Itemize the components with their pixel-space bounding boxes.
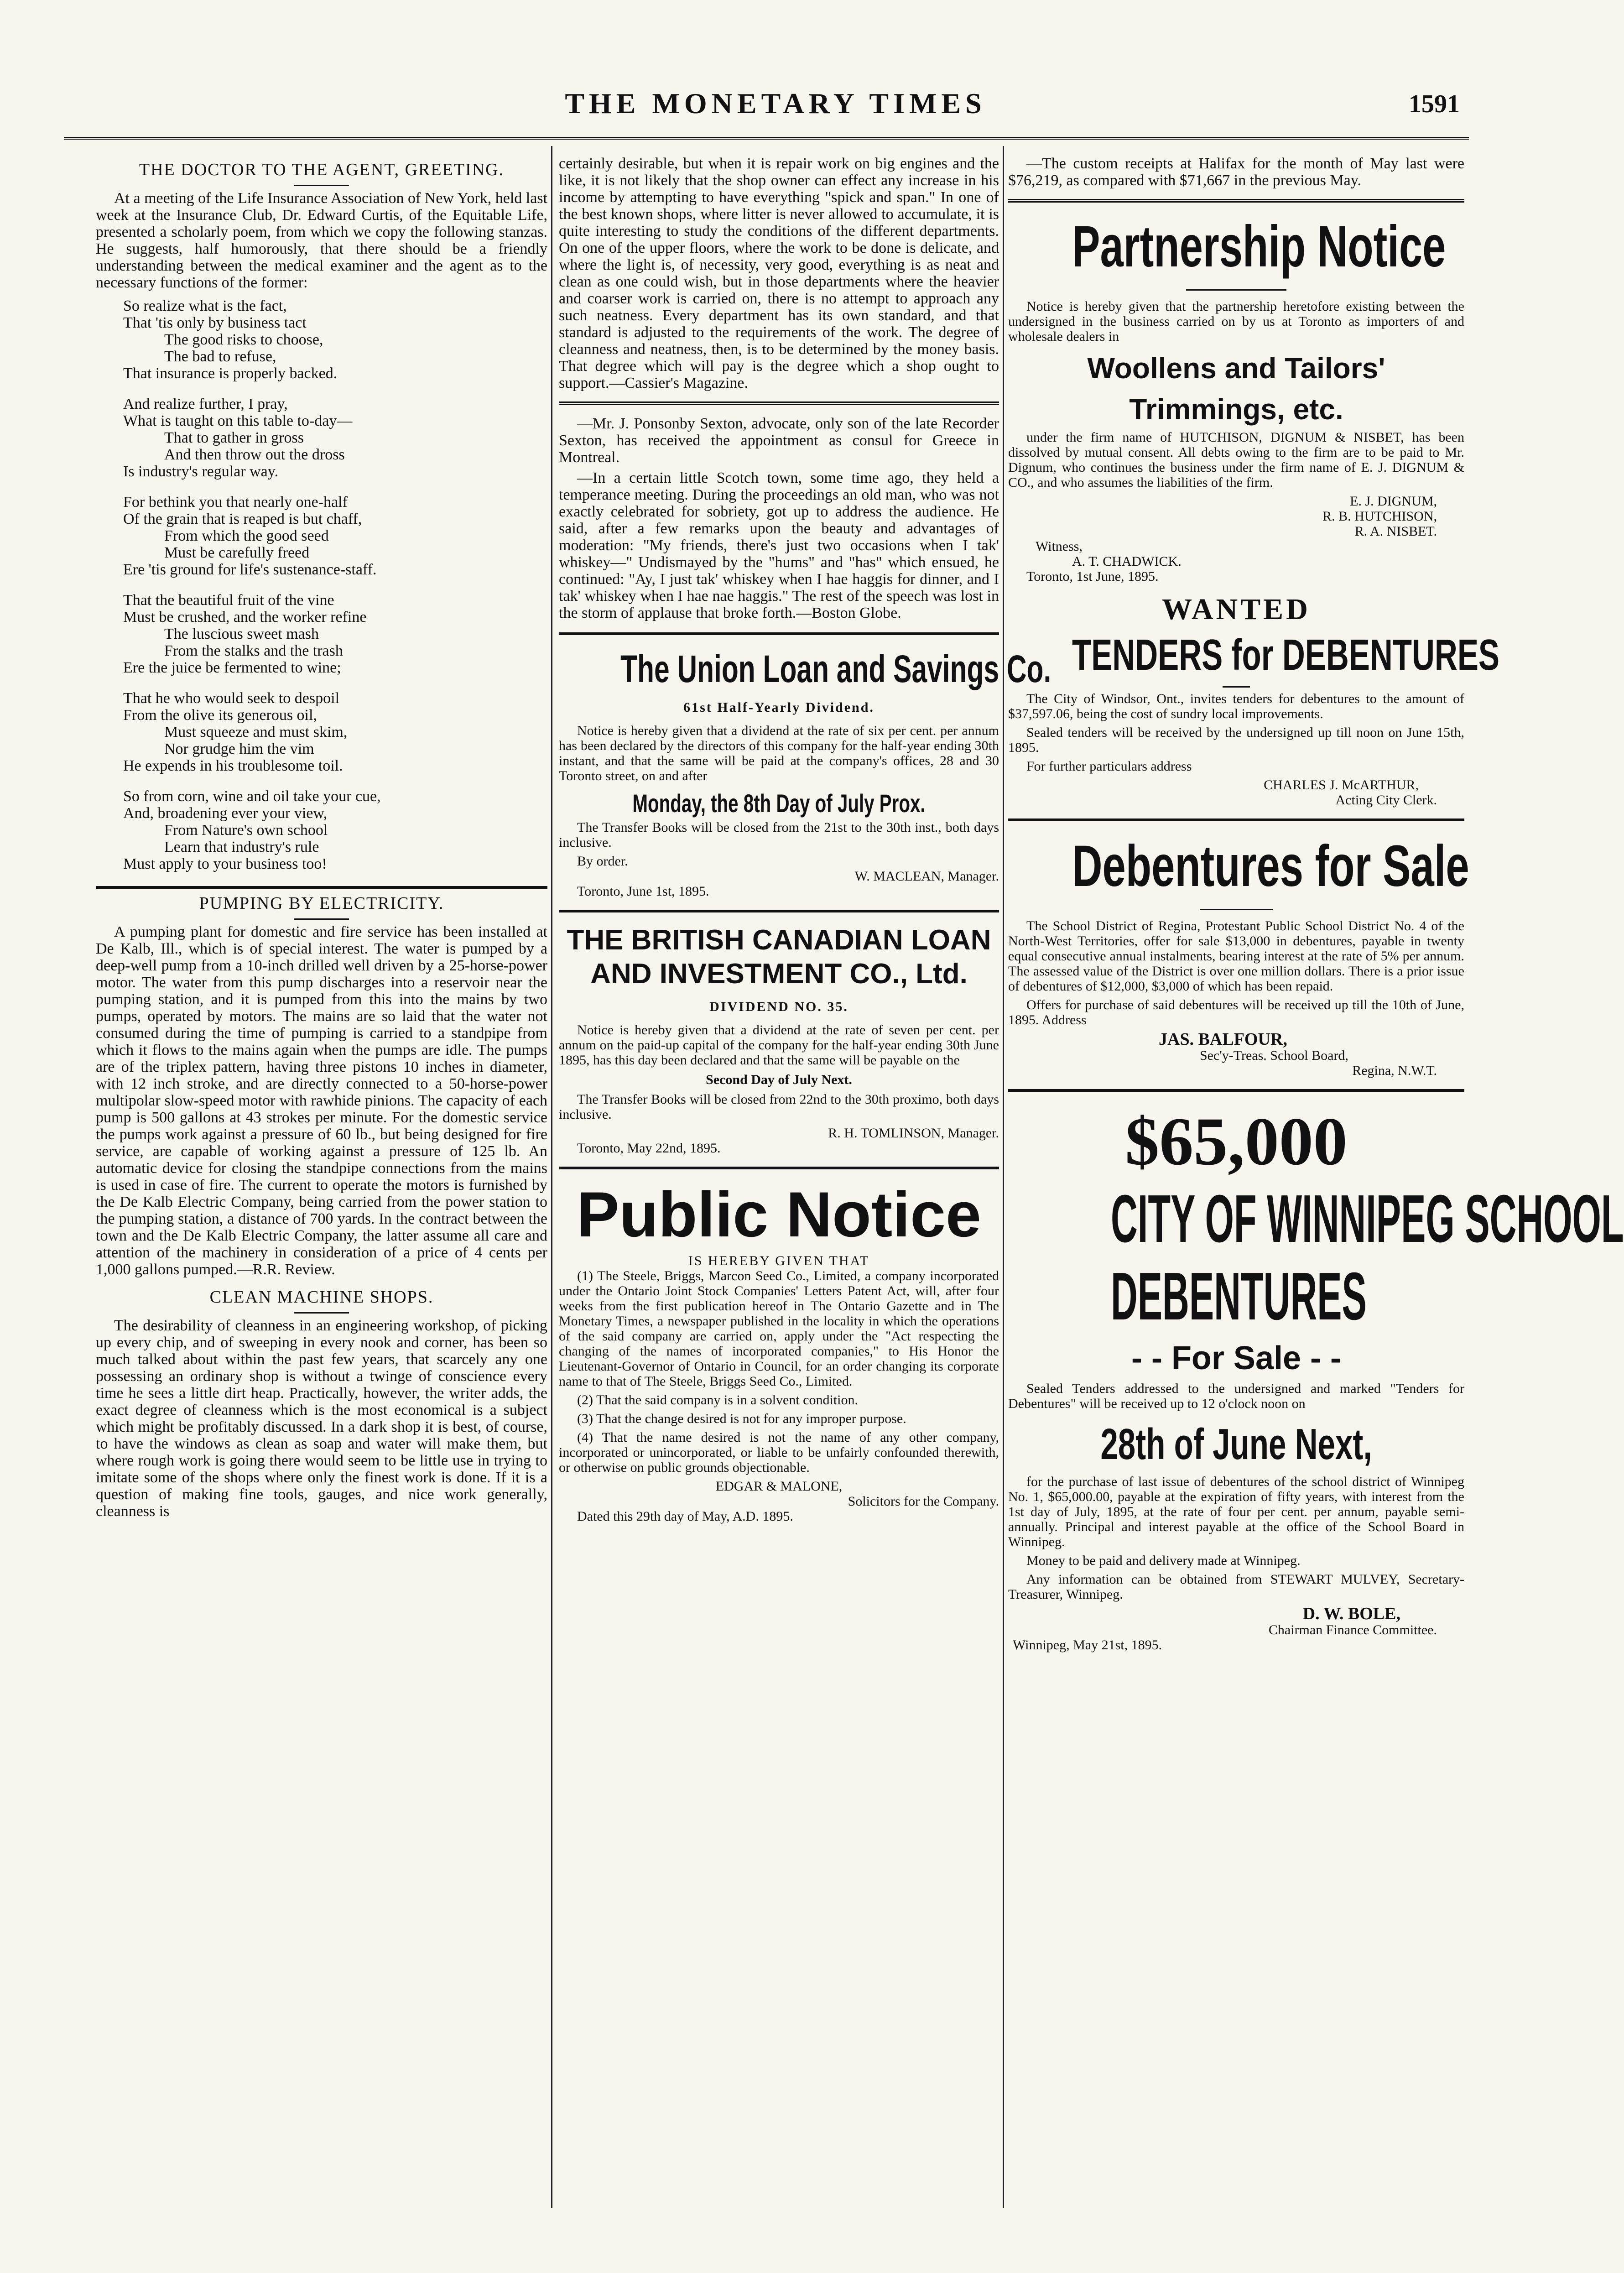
poem-line: The luscious sweet mash	[164, 626, 319, 642]
winnipeg-date: 28th of June Next,	[1100, 1420, 1372, 1469]
poem-line: From the stalks and the trash	[164, 642, 343, 659]
short-rule	[294, 1312, 349, 1314]
article-title-doctor: THE DOCTOR TO THE AGENT, GREETING.	[139, 160, 505, 179]
header-rule	[64, 137, 1469, 140]
ad-union-date: Monday, the 8th Day of July Prox.	[632, 789, 926, 818]
news-item-customs: —The custom receipts at Halifax for the month of May last were $76,219, as compared with $71,667 in the previous May.	[1008, 155, 1464, 189]
poem-line: Must squeeze and must skim,	[164, 724, 348, 740]
poem-line: The bad to refuse,	[164, 348, 276, 365]
ad-british-place: Toronto, May 22nd, 1895.	[577, 1141, 721, 1156]
winnipeg-body-2: for the purchase of last issue of debentures of the school district of Winnipeg No. 1, $65,000.00, payable at the expiration of fifty years, with interest from the 1st day of July, 1895, at the rate of four per cent. per annum, payable semi-annually. Principal and interest payable at the office of the School Board in Winnipeg.	[1008, 1474, 1464, 1549]
poem	[123, 297, 547, 872]
ad-public-notice	[559, 1180, 999, 1524]
article-title-pumping: PUMPING BY ELECTRICITY.	[199, 894, 444, 913]
section-rule	[96, 886, 547, 889]
winnipeg-for-sale: - - For Sale - -	[1131, 1340, 1342, 1376]
winnipeg-place: Winnipeg, May 21st, 1895.	[1013, 1637, 1162, 1653]
tenders-title: TENDERS for DEBENTURES	[1072, 631, 1500, 679]
debentures-title: Debentures for Sale	[1072, 834, 1469, 899]
masthead	[91, 87, 1460, 137]
poem-line: And realize further, I pray,	[123, 396, 288, 412]
poem-line: So from corn, wine and oil take your cue,	[123, 788, 381, 805]
poem-line: That the beautiful fruit of the vine	[123, 592, 334, 609]
ad-union-body-2: The Transfer Books will be closed from the 21st to the 30th inst., both days inclusive.	[559, 820, 999, 850]
partner-name: R. B. HUTCHISON,	[1322, 509, 1437, 524]
section-rule	[559, 910, 999, 912]
column-divider-1	[551, 146, 552, 2208]
debentures-body: The School District of Regina, Protestant Public School District No. 4 of the North-West Territories, offer for sale $13,000 in debentures, payable in twenty equal consecutive annual instalments, bearing interest at the rate of 5% per annum. The assessed value of the District is over one million dollars. There is a prior issue of debentures of $12,000, $3,000 of which has been repaid.	[1008, 918, 1464, 994]
winnipeg-body-3: Money to be paid and delivery made at Winnipeg.	[1026, 1553, 1301, 1568]
winnipeg-amount: $65,000	[1125, 1104, 1348, 1179]
article-title-clean-shops: CLEAN MACHINE SHOPS.	[209, 1288, 434, 1307]
page-number: 1591	[1409, 90, 1460, 118]
tenders-signature: CHARLES J. McARTHUR,	[1264, 777, 1419, 792]
poem-line: Of the grain that is reaped is but chaff,	[123, 511, 362, 527]
poem-line: The good risks to choose,	[164, 331, 323, 348]
poem-line: Nor grudge him the vim	[164, 740, 314, 757]
public-notice-signature: EDGAR & MALONE,	[715, 1479, 843, 1494]
partnership-witness: Witness,	[1036, 539, 1083, 554]
tenders-signature-role: Acting City Clerk.	[1335, 792, 1437, 808]
poem-stanza	[123, 788, 547, 872]
poem-line: Ere the juice be fermented to wine;	[123, 659, 341, 676]
winnipeg-body-4: Any information can be obtained from STEWART MULVEY, Secretary-Treasurer, Winnipeg.	[1008, 1572, 1464, 1602]
partnership-goods: Woollens and Tailors' Trimmings, etc.	[1087, 352, 1385, 426]
poem-line: That 'tis only by business tact	[123, 314, 307, 331]
public-notice-item-1: (1) The Steele, Briggs, Marcon Seed Co., Limited, a company incorporated under the Ontario Joint Stock Companies' Letters Patent Act, will, after four weeks from the first publication hereof in The Ontario Gazette and in The Monetary Times, a newspaper published in the locality in which the operations of the said company are carried on, apply under the "Act respecting the changing of the names of incorporated companies," to His Honor the Lieutenant-Governor of Ontario in Council, for an order changing its corporate name to that of The Steele, Briggs Seed Co., Limited.	[559, 1268, 999, 1389]
poem-stanza	[123, 396, 547, 480]
public-notice-item-4: (4) That the name desired is not the name of any other company, incorporated or unincorporated, or liable to be unfairly confounded therewith, or otherwise on public grounds objectionable.	[559, 1430, 999, 1475]
debentures-signature: JAS. BALFOUR,	[1159, 1030, 1287, 1049]
poem-line: From the olive its generous oil,	[123, 707, 317, 724]
ad-union-body: Notice is hereby given that a dividend at the rate of six per cent. per annum has been declared by the directors of this company for the half-year ending 30th instant, and that the same will be paid at the company's offices, 28 and 30 Toronto street, on and after	[559, 723, 999, 783]
short-rule	[1200, 909, 1273, 910]
partner-name: R. A. NISBET.	[1354, 524, 1437, 539]
debentures-body-2: Offers for purchase of said debentures will be received up till the 10th of June, 1895. Address	[1008, 997, 1464, 1027]
poem-stanza	[123, 690, 547, 774]
ad-british-signature: R. H. TOMLINSON, Manager.	[828, 1126, 999, 1141]
article-body-pumping: A pumping plant for domestic and fire service has been installed at De Kalb, Ill., which is of special interest. The water is pumped by a deep-well pump from a 10-inch drilled well driven by a 25-horse-power motor. The water from this pump discharges into a reservoir near the pumping station, and it is pumped from this into the mains by two pumps, operated by motors. The mains are so laid that the water not consumed during the time of pumping is carried to a standpipe from which it flows to the mains again when the pumps are idle. The pumps are of the triplex pattern, having three pistons 10 inches in diameter, with 12 inch stroke, and are directly connected to a 50-horse-power multipolar slow-speed motor with rawhide pinions. The capacity of each pump is 500 gallons at 43 strokes per minute. For the domestic service the pumps work against a pressure of 60 lb., but being designed for fire service, are capable of working against a pressure of 125 lb. An automatic device for closing the standpipe connections from the mains is used in case of fire. The current to operate the motors is furnished by the De Kalb Electric Company, being carried from the power station to the pumping station, a distance of 700 yards. In the contract between the town and the De Kalb Electric Company, the latter assume all care and attention of the machinery in consideration of a price of 4 cents per 1,000 gallons pumped.—R.R. Review.	[96, 923, 547, 1278]
section-rule	[559, 1167, 999, 1169]
ad-union-place: Toronto, June 1st, 1895.	[577, 884, 709, 899]
partner-name: E. J. DIGNUM,	[1350, 494, 1437, 509]
section-rule	[1008, 1089, 1464, 1092]
short-rule	[294, 918, 349, 920]
ad-british-subtitle: DIVIDEND NO. 35.	[709, 999, 848, 1014]
poem-stanza	[123, 494, 547, 578]
article-continuation: certainly desirable, but when it is repair work on big engines and the like, it is not likely that the shop owner can effect any increase in his income by attempting to have everything "spick and span." In one of the best known shops, where litter is never allowed to accumulate, it is quite interesting to study the conditions of the different departments. On one of the upper floors, where the work to be done is delicate, and where the light is, of necessity, very good, everything is as neat and clean as one could wish, but in those departments where the heavier and coarser work is carried on, there is no attempt to approach any such neatness. Every department has its own standard, and that standard is adjusted to the requirements of the work. The degree of cleanness and neatness, then, is to be determined by the money basis. That degree which will pay is the degree which a shop ought to support.—Cassier's Magazine.	[559, 155, 999, 391]
partnership-title: Partnership Notice	[1072, 214, 1446, 279]
debentures-signature-place: Regina, N.W.T.	[1352, 1063, 1437, 1078]
column-3	[1008, 155, 1624, 1653]
ad-union-title: The Union Loan and Savings Co.	[620, 647, 1051, 690]
poem-stanza	[123, 592, 547, 676]
ad-british-canadian	[559, 923, 999, 1156]
poem-line: That insurance is properly backed.	[123, 365, 338, 382]
poem-line: From which the good seed	[164, 527, 329, 544]
ad-british-title: THE BRITISH CANADIAN LOAN AND INVESTMENT CO., Ltd.	[567, 924, 991, 990]
partnership-body: Notice is hereby given that the partnership heretofore existing between the undersigned in the business carried on by us at Toronto as importers of and wholesale dealers in	[1008, 299, 1464, 344]
public-notice-signature-role: Solicitors for the Company.	[848, 1494, 999, 1509]
ad-union-order: By order.	[577, 854, 628, 869]
ad-union-subtitle: 61st Half-Yearly Dividend.	[683, 700, 874, 715]
ad-partnership	[1008, 213, 1464, 584]
winnipeg-title-2: DEBENTURES	[1111, 1259, 1367, 1334]
poem-line: Must apply to your business too!	[123, 855, 327, 872]
ad-british-body: Notice is hereby given that a dividend at the rate of seven per cent. per annum on the paid-up capital of the company for the half-year ending 30th June 1895, has this day been declared and that the same will be payable on the	[559, 1022, 999, 1068]
ad-union-signature: W. MACLEAN, Manager.	[854, 869, 999, 884]
short-rule	[1223, 686, 1250, 688]
partnership-body-2: under the firm name of HUTCHISON, DIGNUM & NISBET, has been dissolved by mutual consent. All debts owing to the firm are to be paid to Mr. Dignum, who continues the business under the firm name of E. J. DIGNUM & CO., and who assumes the liabilities of the firm.	[1008, 430, 1464, 490]
section-rule	[559, 401, 999, 405]
column-2	[559, 155, 1051, 1524]
public-notice-subtitle: IS HEREBY GIVEN THAT	[688, 1253, 870, 1268]
poem-line: So realize what is the fact,	[123, 297, 287, 314]
tenders-body-3: For further particulars address	[1026, 759, 1192, 774]
poem-stanza	[123, 297, 547, 382]
section-rule	[559, 632, 999, 635]
column-1	[96, 155, 547, 1523]
partnership-witness-name: A. T. CHADWICK.	[1072, 554, 1182, 569]
short-rule	[1186, 289, 1286, 291]
news-item-scotch: —In a certain little Scotch town, some time ago, they held a temperance meeting. During the proceedings an old man, who was not exactly celebrated for sobriety, got up to address the audience. He said, after a few remarks upon the beauty and advantages of moderation: "My friends, there's just two occasions when I tak' whiskey—" Undismayed by the "hums" and "has" which ensued, he continued: "Ay, I just tak' whiskey when I hae haggis for dinner, and I tak' whiskey when I hae nae haggis." The rest of the speech was lost in the storm of applause that broke forth.—Boston Globe.	[559, 469, 999, 621]
tenders-body-2: Sealed tenders will be received by the undersigned up till noon on June 15th, 1895.	[1008, 725, 1464, 755]
winnipeg-signature-role: Chairman Finance Committee.	[1268, 1622, 1437, 1637]
short-rule	[294, 185, 349, 186]
section-rule	[1008, 818, 1464, 821]
ad-debentures-regina	[1008, 832, 1469, 1078]
partnership-place: Toronto, 1st June, 1895.	[1026, 569, 1159, 584]
article-body-doctor: At a meeting of the Life Insurance Association of New York, held last week at the Insurance Club, Dr. Edward Curtis, of the Equitable Life, presented a scholarly poem, from which we copy the following stanzas. He suggests, half humorously, that there should be a friendly understanding between the medical examiner and the agent as to the necessary functions of the former:	[96, 190, 547, 291]
ad-british-date: Second Day of July Next.	[706, 1072, 852, 1087]
winnipeg-signature: D. W. BOLE,	[1302, 1604, 1400, 1623]
poem-line: Learn that industry's rule	[164, 839, 319, 855]
poem-line: Must be carefully freed	[164, 544, 310, 561]
public-notice-item-3: (3) That the change desired is not for any improper purpose.	[577, 1411, 906, 1426]
poem-line: Must be crushed, and the worker refine	[123, 609, 367, 626]
poem-line: And then throw out the dross	[164, 446, 345, 463]
news-item-sexton: —Mr. J. Ponsonby Sexton, advocate, only son of the late Recorder Sexton, has received the appointment as consul for Greece in Montreal.	[559, 415, 999, 466]
winnipeg-body: Sealed Tenders addressed to the undersigned and marked "Tenders for Debentures" will be received up to 12 o'clock noon on	[1008, 1381, 1464, 1411]
public-notice-item-2: (2) That the said company is in a solvent condition.	[577, 1392, 858, 1408]
poem-line: And, broadening ever your view,	[123, 805, 328, 822]
poem-line: For bethink you that nearly one-half	[123, 494, 348, 511]
poem-line: He expends in his troublesome toil.	[123, 757, 343, 774]
poem-line: From Nature's own school	[164, 822, 328, 839]
newspaper-title: THE MONETARY TIMES	[565, 87, 986, 120]
ad-union-loan	[559, 646, 1051, 899]
poem-line: What is taught on this table to-day—	[123, 412, 353, 429]
wanted-heading: WANTED	[1162, 593, 1311, 626]
poem-line: That he who would seek to despoil	[123, 690, 340, 707]
public-notice-title: Public Notice	[577, 1178, 981, 1250]
poem-line: Is industry's regular way.	[123, 463, 279, 480]
tenders-body: The City of Windsor, Ont., invites tenders for debentures to the amount of $37,597.06, being the cost of sundry local improvements.	[1008, 691, 1464, 721]
ad-winnipeg	[1008, 1103, 1624, 1653]
poem-line: That to gather in gross	[164, 429, 304, 446]
column-divider-2	[1003, 146, 1004, 2208]
debentures-signature-role: Sec'y-Treas. School Board,	[1200, 1048, 1348, 1063]
section-rule	[1008, 199, 1464, 203]
winnipeg-title: CITY OF WINNIPEG SCHOOL	[1111, 1181, 1624, 1256]
poem-line: Ere 'tis ground for life's sustenance-staff.	[123, 561, 377, 578]
ad-british-body-2: The Transfer Books will be closed from 22nd to the 30th proximo, both days inclusive.	[559, 1092, 999, 1122]
public-notice-date: Dated this 29th day of May, A.D. 1895.	[577, 1509, 793, 1524]
article-body-clean-shops: The desirability of cleanness in an engineering workshop, of picking up every chip, and of sweeping in every nook and corner, has been so much talked about within the past few years, that scarcely any one possessing an ordinary shop is without a twinge of conscience every time he sees a little dirt heap. Practically, however, the writer adds, the exact degree of cleanness which is the most economical is a subject which might be profitably discussed. In a dark shop it is best, of course, to have the windows as clean as soap and water will make them, but where rough work is going there would seem to be little use in trying to imitate some of the shops where only the finest work is done. If it is a question of making fine tools, gauges, and nice work generally, cleanness is	[96, 1317, 547, 1520]
partnership-names	[1008, 494, 1464, 539]
